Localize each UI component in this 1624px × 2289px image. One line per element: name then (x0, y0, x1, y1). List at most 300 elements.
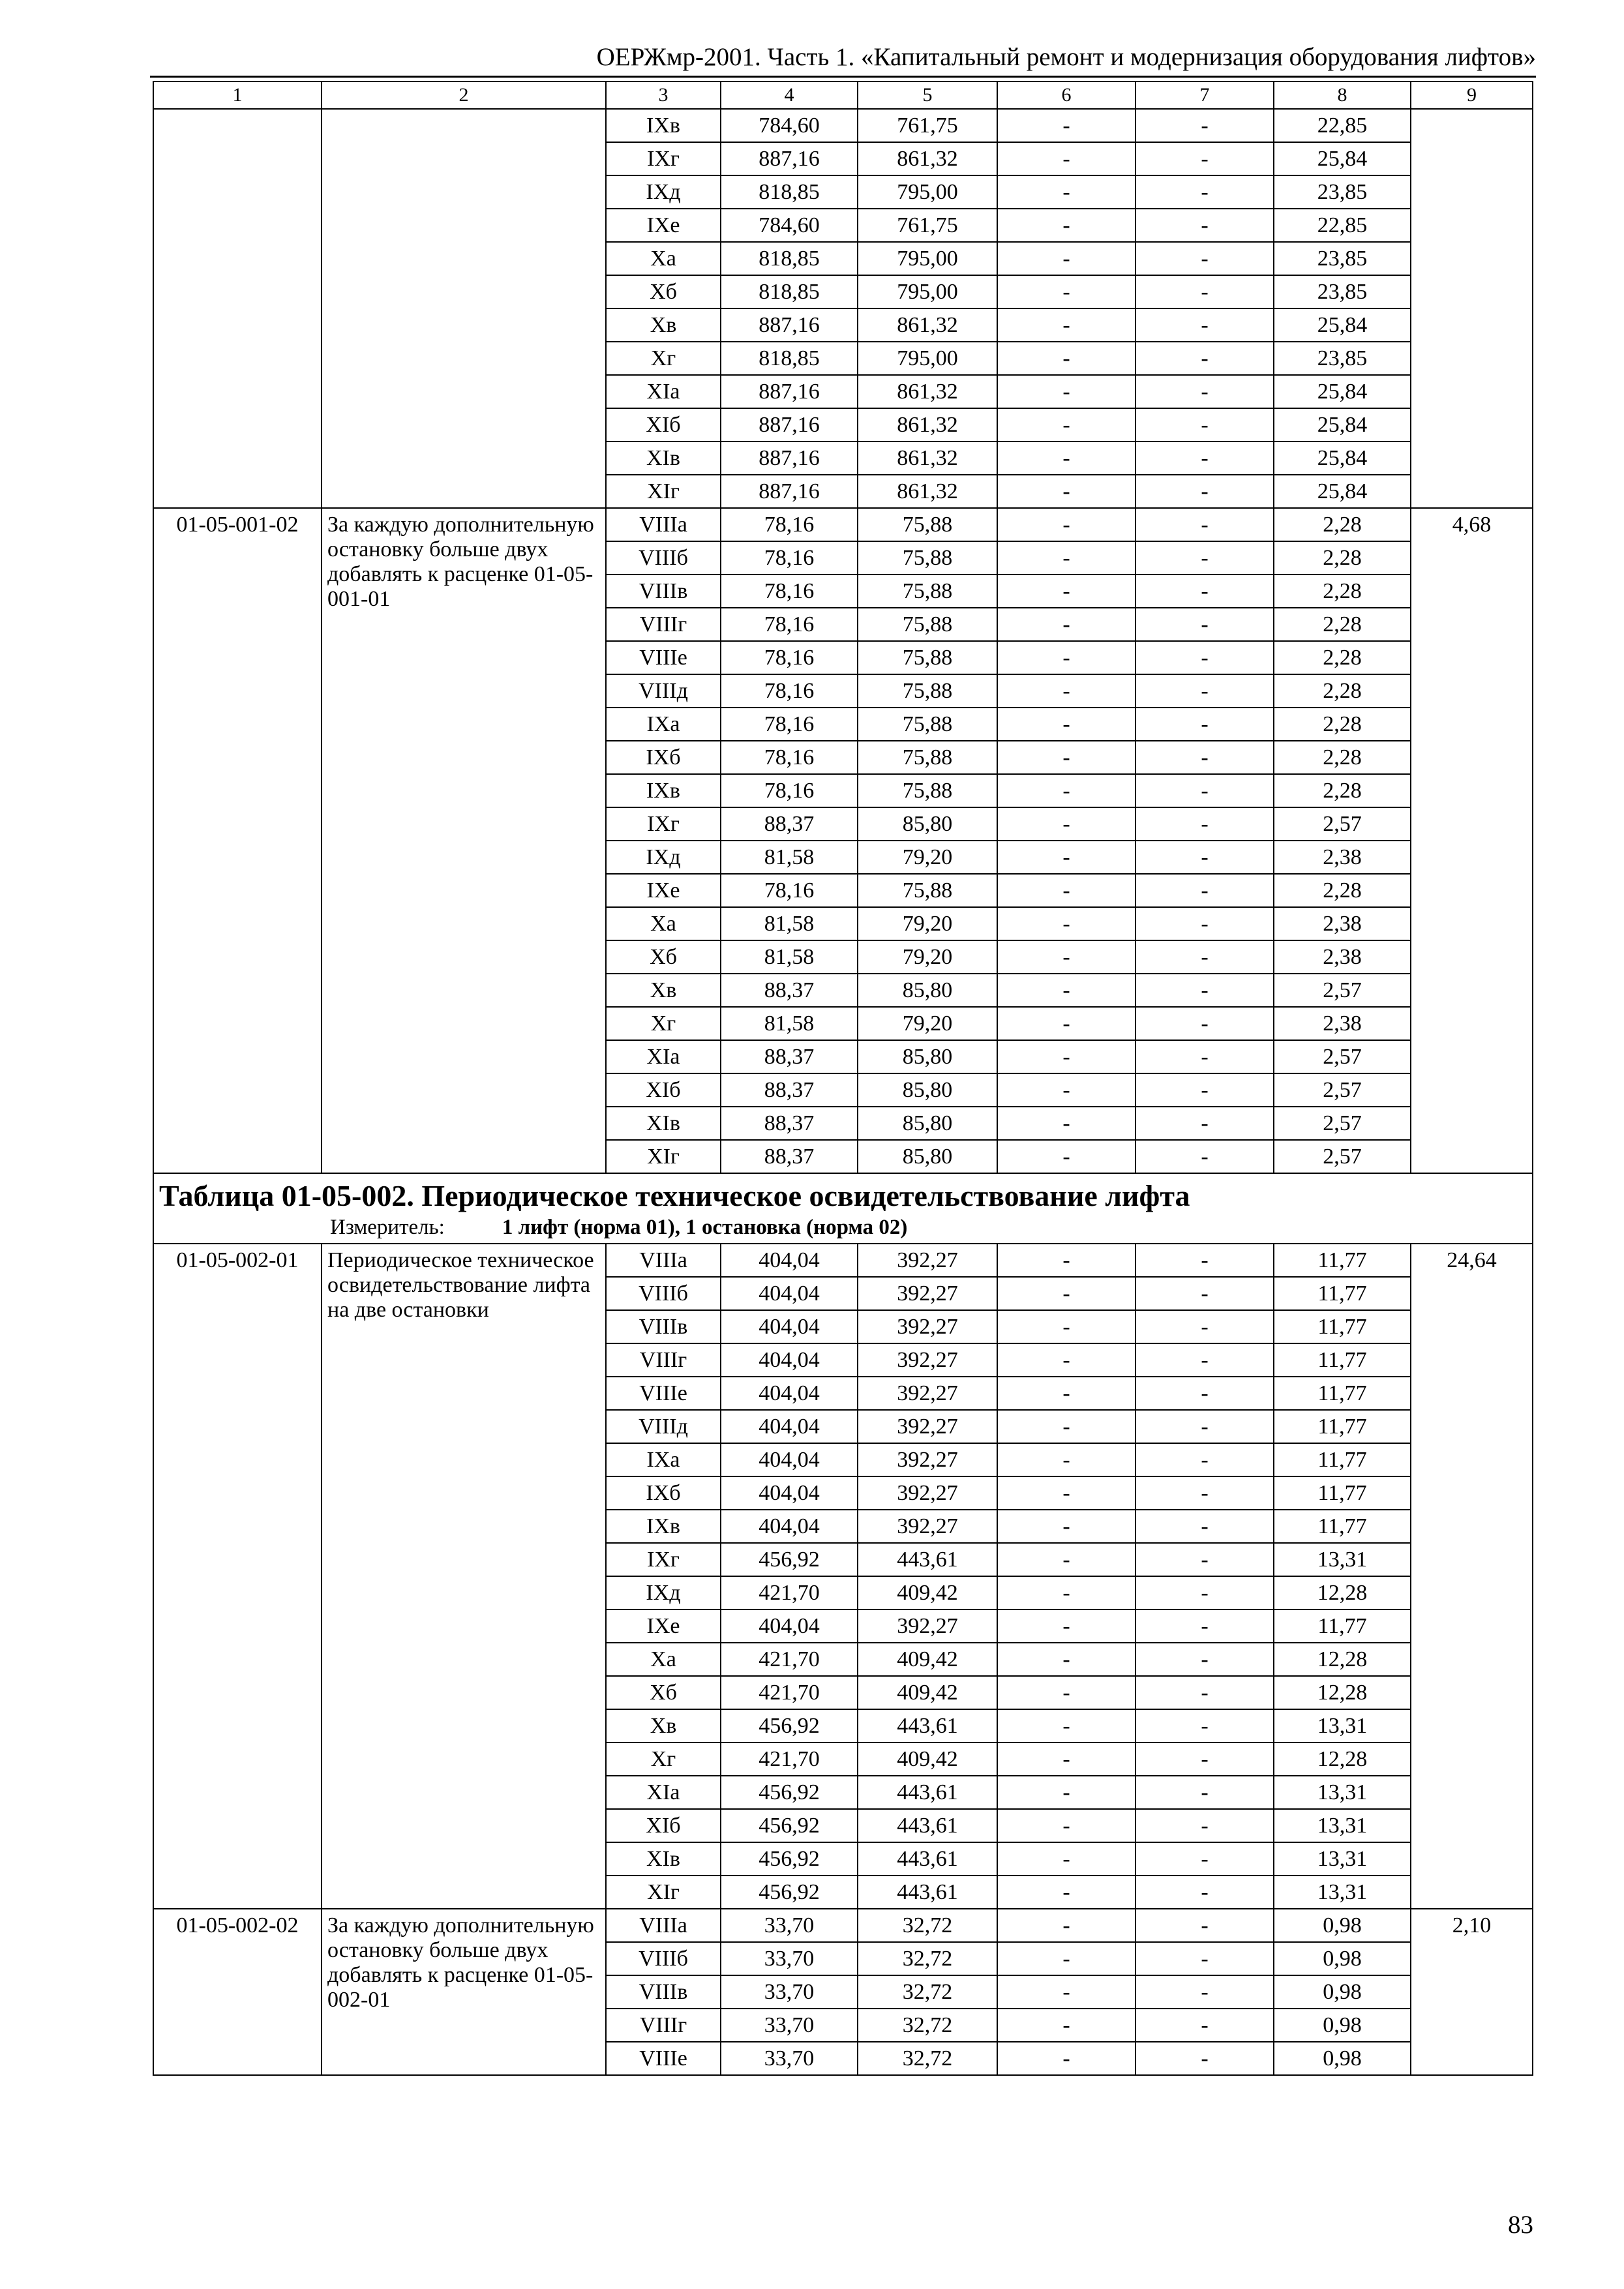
column-number-cell: 6 (997, 82, 1135, 109)
materials-cell: 2,28 (1274, 541, 1411, 575)
machines-cell: - (997, 1543, 1135, 1576)
wages-cell: 32,72 (858, 2042, 997, 2075)
materials-cell: 11,77 (1274, 1510, 1411, 1543)
labor-cost-cell: 24,64 (1411, 1244, 1533, 1909)
machinist-wages-cell: - (1135, 1809, 1274, 1842)
wages-cell: 795,00 (858, 175, 997, 209)
machines-cell: - (997, 1876, 1135, 1909)
running-header: ОЕРЖмр-2001. Часть 1. «Капитальный ремонт и модернизация оборудования лифтов» (596, 43, 1536, 71)
wages-cell: 392,27 (858, 1310, 997, 1343)
category-cell: Xа (606, 1643, 721, 1676)
machinist-wages-cell: - (1135, 1410, 1274, 1443)
category-cell: XIг (606, 1876, 721, 1909)
category-cell: IXб (606, 1476, 721, 1510)
machinist-wages-cell: - (1135, 242, 1274, 275)
wages-cell: 85,80 (858, 1107, 997, 1140)
category-cell: VIIIе (606, 2042, 721, 2075)
total-cost-cell: 404,04 (721, 1476, 858, 1510)
column-number-cell: 5 (858, 82, 997, 109)
materials-cell: 2,28 (1274, 741, 1411, 774)
machines-cell: - (997, 1643, 1135, 1676)
machinist-wages-cell: - (1135, 441, 1274, 475)
category-cell: IXе (606, 874, 721, 907)
materials-cell: 12,28 (1274, 1743, 1411, 1776)
materials-cell: 2,28 (1274, 508, 1411, 541)
wages-cell: 861,32 (858, 475, 997, 508)
machines-cell: - (997, 1576, 1135, 1609)
machines-cell: - (997, 1107, 1135, 1140)
wages-cell: 861,32 (858, 375, 997, 408)
table-title-cell (153, 1173, 1533, 1244)
machinist-wages-cell: - (1135, 807, 1274, 841)
machinist-wages-cell: - (1135, 1140, 1274, 1173)
wages-cell: 861,32 (858, 408, 997, 441)
wages-cell: 409,42 (858, 1576, 997, 1609)
wages-cell: 761,75 (858, 209, 997, 242)
machines-cell: - (997, 2009, 1135, 2042)
total-cost-cell: 88,37 (721, 1107, 858, 1140)
machinist-wages-cell: - (1135, 1277, 1274, 1310)
materials-cell: 13,31 (1274, 1543, 1411, 1576)
total-cost-cell: 81,58 (721, 1007, 858, 1040)
total-cost-cell: 404,04 (721, 1244, 858, 1277)
total-cost-cell: 81,58 (721, 907, 858, 940)
total-cost-cell: 404,04 (721, 1377, 858, 1410)
rate-code-cell: 01-05-001-02 (153, 508, 322, 1173)
machines-cell: - (997, 1709, 1135, 1743)
total-cost-cell: 88,37 (721, 1073, 858, 1107)
wages-cell: 443,61 (858, 1709, 997, 1743)
machines-cell: - (997, 1975, 1135, 2009)
machinist-wages-cell: - (1135, 641, 1274, 674)
materials-cell: 2,28 (1274, 674, 1411, 708)
total-cost-cell: 404,04 (721, 1609, 858, 1643)
wages-cell: 75,88 (858, 575, 997, 608)
wages-cell: 75,88 (858, 674, 997, 708)
rates-table-body (153, 82, 1533, 2075)
total-cost-cell: 81,58 (721, 940, 858, 974)
wages-cell: 392,27 (858, 1377, 997, 1410)
wages-cell: 75,88 (858, 608, 997, 641)
category-cell: IXб (606, 741, 721, 774)
category-cell: VIIIе (606, 1377, 721, 1410)
materials-cell: 22,85 (1274, 209, 1411, 242)
machines-cell: - (997, 142, 1135, 175)
machinist-wages-cell: - (1135, 1510, 1274, 1543)
materials-cell: 13,31 (1274, 1876, 1411, 1909)
total-cost-cell: 784,60 (721, 109, 858, 142)
total-cost-cell: 33,70 (721, 1909, 858, 1942)
machines-cell: - (997, 741, 1135, 774)
machinist-wages-cell: - (1135, 774, 1274, 807)
machines-cell: - (997, 1842, 1135, 1876)
machines-cell: - (997, 308, 1135, 342)
column-number-cell: 9 (1411, 82, 1533, 109)
meter-line (159, 1214, 1527, 1240)
wages-cell: 75,88 (858, 774, 997, 807)
wages-cell: 392,27 (858, 1343, 997, 1377)
wages-cell: 392,27 (858, 1443, 997, 1476)
machines-cell: - (997, 874, 1135, 907)
category-cell: IXв (606, 774, 721, 807)
category-cell: XIг (606, 475, 721, 508)
materials-cell: 13,31 (1274, 1776, 1411, 1809)
total-cost-cell: 421,70 (721, 1676, 858, 1709)
machinist-wages-cell: - (1135, 1007, 1274, 1040)
materials-cell: 11,77 (1274, 1609, 1411, 1643)
materials-cell: 25,84 (1274, 441, 1411, 475)
work-description-cell (322, 109, 606, 508)
wages-cell: 861,32 (858, 142, 997, 175)
page-number: 83 (1508, 2211, 1533, 2239)
wages-cell: 85,80 (858, 1073, 997, 1107)
machinist-wages-cell: - (1135, 1244, 1274, 1277)
wages-cell: 443,61 (858, 1876, 997, 1909)
machinist-wages-cell: - (1135, 375, 1274, 408)
category-cell: Xв (606, 1709, 721, 1743)
total-cost-cell: 421,70 (721, 1576, 858, 1609)
category-cell: IXе (606, 1609, 721, 1643)
materials-cell: 2,38 (1274, 907, 1411, 940)
labor-cost-cell: 4,68 (1411, 508, 1533, 1173)
wages-cell: 32,72 (858, 1909, 997, 1942)
machines-cell: - (997, 175, 1135, 209)
category-cell: XIб (606, 1073, 721, 1107)
materials-cell: 2,28 (1274, 708, 1411, 741)
materials-cell: 2,38 (1274, 1007, 1411, 1040)
wages-cell: 75,88 (858, 541, 997, 575)
machines-cell: - (997, 109, 1135, 142)
wages-cell: 392,27 (858, 1410, 997, 1443)
total-cost-cell: 33,70 (721, 2009, 858, 2042)
materials-cell: 11,77 (1274, 1277, 1411, 1310)
machines-cell: - (997, 375, 1135, 408)
wages-cell: 75,88 (858, 874, 997, 907)
category-cell: Xг (606, 1743, 721, 1776)
materials-cell: 12,28 (1274, 1576, 1411, 1609)
total-cost-cell: 78,16 (721, 575, 858, 608)
wages-cell: 443,61 (858, 1776, 997, 1809)
machinist-wages-cell: - (1135, 1343, 1274, 1377)
machines-cell: - (997, 408, 1135, 441)
materials-cell: 23,85 (1274, 342, 1411, 375)
category-cell: VIIIв (606, 1975, 721, 2009)
machinist-wages-cell: - (1135, 175, 1274, 209)
machines-cell: - (997, 209, 1135, 242)
machines-cell: - (997, 708, 1135, 741)
machinist-wages-cell: - (1135, 608, 1274, 641)
category-cell: IXд (606, 175, 721, 209)
category-cell: IXв (606, 1510, 721, 1543)
machinist-wages-cell: - (1135, 1842, 1274, 1876)
table-title-row (153, 1173, 1533, 1244)
wages-cell: 75,88 (858, 708, 997, 741)
total-cost-cell: 818,85 (721, 342, 858, 375)
machinist-wages-cell: - (1135, 1576, 1274, 1609)
total-cost-cell: 818,85 (721, 175, 858, 209)
wages-cell: 795,00 (858, 242, 997, 275)
machinist-wages-cell: - (1135, 1040, 1274, 1073)
category-cell: Xа (606, 907, 721, 940)
category-cell: XIб (606, 408, 721, 441)
category-cell: VIIIд (606, 1410, 721, 1443)
materials-cell: 2,57 (1274, 1073, 1411, 1107)
rate-code-cell (153, 109, 322, 508)
materials-cell: 11,77 (1274, 1377, 1411, 1410)
machinist-wages-cell: - (1135, 2042, 1274, 2075)
category-cell: VIIIв (606, 1310, 721, 1343)
total-cost-cell: 78,16 (721, 708, 858, 741)
materials-cell: 0,98 (1274, 1942, 1411, 1975)
machines-cell: - (997, 841, 1135, 874)
wages-cell: 32,72 (858, 1975, 997, 2009)
machines-cell: - (997, 1676, 1135, 1709)
machines-cell: - (997, 475, 1135, 508)
wages-cell: 75,88 (858, 508, 997, 541)
materials-cell: 25,84 (1274, 475, 1411, 508)
machines-cell: - (997, 575, 1135, 608)
column-number-cell: 2 (322, 82, 606, 109)
machines-cell: - (997, 1776, 1135, 1809)
materials-cell: 12,28 (1274, 1676, 1411, 1709)
machinist-wages-cell: - (1135, 1942, 1274, 1975)
machinist-wages-cell: - (1135, 1676, 1274, 1709)
wages-cell: 392,27 (858, 1609, 997, 1643)
total-cost-cell: 818,85 (721, 275, 858, 308)
machinist-wages-cell: - (1135, 1377, 1274, 1410)
materials-cell: 2,57 (1274, 1040, 1411, 1073)
category-cell: VIIIе (606, 641, 721, 674)
materials-cell: 22,85 (1274, 109, 1411, 142)
table-row (153, 109, 1533, 142)
category-cell: XIг (606, 1140, 721, 1173)
machinist-wages-cell: - (1135, 308, 1274, 342)
machines-cell: - (997, 1040, 1135, 1073)
total-cost-cell: 404,04 (721, 1277, 858, 1310)
machinist-wages-cell: - (1135, 475, 1274, 508)
wages-cell: 443,61 (858, 1809, 997, 1842)
rates-table (153, 81, 1533, 2076)
wages-cell: 861,32 (858, 441, 997, 475)
column-number-cell: 7 (1135, 82, 1274, 109)
category-cell: VIIIб (606, 541, 721, 575)
machinist-wages-cell: - (1135, 1443, 1274, 1476)
category-cell: XIв (606, 1842, 721, 1876)
materials-cell: 2,38 (1274, 841, 1411, 874)
labor-cost-cell (1411, 109, 1533, 508)
total-cost-cell: 456,92 (721, 1543, 858, 1576)
category-cell: Xв (606, 308, 721, 342)
machines-cell: - (997, 1277, 1135, 1310)
column-number-row (153, 82, 1533, 109)
total-cost-cell: 818,85 (721, 242, 858, 275)
materials-cell: 11,77 (1274, 1476, 1411, 1510)
total-cost-cell: 456,92 (721, 1842, 858, 1876)
total-cost-cell: 404,04 (721, 1410, 858, 1443)
total-cost-cell: 421,70 (721, 1643, 858, 1676)
machines-cell: - (997, 641, 1135, 674)
total-cost-cell: 887,16 (721, 142, 858, 175)
machinist-wages-cell: - (1135, 708, 1274, 741)
total-cost-cell: 887,16 (721, 375, 858, 408)
machinist-wages-cell: - (1135, 741, 1274, 774)
materials-cell: 23,85 (1274, 175, 1411, 209)
total-cost-cell: 78,16 (721, 608, 858, 641)
work-description-cell: Периодическое техническое освидетельствование лифта на две остановки (322, 1244, 606, 1909)
materials-cell: 2,57 (1274, 974, 1411, 1007)
total-cost-cell: 88,37 (721, 974, 858, 1007)
total-cost-cell: 33,70 (721, 2042, 858, 2075)
column-number-cell: 1 (153, 82, 322, 109)
machines-cell: - (997, 1743, 1135, 1776)
machines-cell: - (997, 674, 1135, 708)
wages-cell: 79,20 (858, 907, 997, 940)
total-cost-cell: 78,16 (721, 641, 858, 674)
materials-cell: 0,98 (1274, 1909, 1411, 1942)
category-cell: IXе (606, 209, 721, 242)
meter-value: 1 лифт (норма 01), 1 остановка (норма 02) (502, 1216, 908, 1239)
machinist-wages-cell: - (1135, 1709, 1274, 1743)
category-cell: XIа (606, 375, 721, 408)
category-cell: Xб (606, 940, 721, 974)
total-cost-cell: 887,16 (721, 441, 858, 475)
total-cost-cell: 81,58 (721, 841, 858, 874)
total-cost-cell: 421,70 (721, 1743, 858, 1776)
category-cell: VIIIг (606, 2009, 721, 2042)
machinist-wages-cell: - (1135, 275, 1274, 308)
machinist-wages-cell: - (1135, 1073, 1274, 1107)
work-description-cell: За каждую дополнительную остановку больше двух добавлять к расценке 01-05-001-01 (322, 508, 606, 1173)
category-cell: IXг (606, 807, 721, 841)
category-cell: Xг (606, 1007, 721, 1040)
header-rule (150, 76, 1536, 78)
materials-cell: 2,28 (1274, 608, 1411, 641)
machinist-wages-cell: - (1135, 1543, 1274, 1576)
labor-cost-cell: 2,10 (1411, 1909, 1533, 2075)
total-cost-cell: 33,70 (721, 1942, 858, 1975)
meter-label: Измеритель: (330, 1216, 445, 1239)
total-cost-cell: 887,16 (721, 308, 858, 342)
category-cell: IXа (606, 1443, 721, 1476)
rate-code-cell: 01-05-002-01 (153, 1244, 322, 1909)
machinist-wages-cell: - (1135, 142, 1274, 175)
wages-cell: 85,80 (858, 1140, 997, 1173)
category-cell: IXд (606, 841, 721, 874)
category-cell: Xв (606, 974, 721, 1007)
wages-cell: 75,88 (858, 641, 997, 674)
machinist-wages-cell: - (1135, 841, 1274, 874)
total-cost-cell: 456,92 (721, 1876, 858, 1909)
machines-cell: - (997, 907, 1135, 940)
materials-cell: 2,57 (1274, 807, 1411, 841)
category-cell: XIа (606, 1776, 721, 1809)
machines-cell: - (997, 974, 1135, 1007)
total-cost-cell: 456,92 (721, 1809, 858, 1842)
machines-cell: - (997, 1343, 1135, 1377)
machines-cell: - (997, 1410, 1135, 1443)
materials-cell: 0,98 (1274, 1975, 1411, 2009)
materials-cell: 11,77 (1274, 1410, 1411, 1443)
machines-cell: - (997, 940, 1135, 974)
category-cell: VIIIг (606, 1343, 721, 1377)
total-cost-cell: 78,16 (721, 741, 858, 774)
category-cell: IXг (606, 142, 721, 175)
category-cell: VIIIг (606, 608, 721, 641)
machinist-wages-cell: - (1135, 907, 1274, 940)
total-cost-cell: 887,16 (721, 408, 858, 441)
machinist-wages-cell: - (1135, 1310, 1274, 1343)
category-cell: XIв (606, 1107, 721, 1140)
materials-cell: 2,28 (1274, 575, 1411, 608)
category-cell: XIб (606, 1809, 721, 1842)
machinist-wages-cell: - (1135, 109, 1274, 142)
wages-cell: 795,00 (858, 275, 997, 308)
machinist-wages-cell: - (1135, 874, 1274, 907)
machines-cell: - (997, 1609, 1135, 1643)
machinist-wages-cell: - (1135, 674, 1274, 708)
machines-cell: - (997, 1310, 1135, 1343)
materials-cell: 2,38 (1274, 940, 1411, 974)
wages-cell: 409,42 (858, 1743, 997, 1776)
table-title: Таблица 01-05-002. Периодическое техническое освидетельствование лифта (159, 1179, 1190, 1212)
machines-cell: - (997, 807, 1135, 841)
category-cell: IXд (606, 1576, 721, 1609)
machines-cell: - (997, 541, 1135, 575)
machinist-wages-cell: - (1135, 342, 1274, 375)
total-cost-cell: 404,04 (721, 1443, 858, 1476)
materials-cell: 25,84 (1274, 408, 1411, 441)
machinist-wages-cell: - (1135, 1609, 1274, 1643)
wages-cell: 85,80 (858, 807, 997, 841)
table-row (153, 1909, 1533, 1942)
machines-cell: - (997, 1942, 1135, 1975)
wages-cell: 409,42 (858, 1643, 997, 1676)
total-cost-cell: 456,92 (721, 1709, 858, 1743)
materials-cell: 2,28 (1274, 874, 1411, 907)
machinist-wages-cell: - (1135, 1975, 1274, 2009)
machines-cell: - (997, 1007, 1135, 1040)
rate-code-cell: 01-05-002-02 (153, 1909, 322, 2075)
machines-cell: - (997, 1377, 1135, 1410)
total-cost-cell: 33,70 (721, 1975, 858, 2009)
total-cost-cell: 88,37 (721, 1040, 858, 1073)
category-cell: Xа (606, 242, 721, 275)
materials-cell: 0,98 (1274, 2009, 1411, 2042)
machinist-wages-cell: - (1135, 575, 1274, 608)
materials-cell: 13,31 (1274, 1809, 1411, 1842)
machines-cell: - (997, 508, 1135, 541)
total-cost-cell: 404,04 (721, 1510, 858, 1543)
materials-cell: 25,84 (1274, 308, 1411, 342)
machines-cell: - (997, 1909, 1135, 1942)
machines-cell: - (997, 275, 1135, 308)
wages-cell: 75,88 (858, 741, 997, 774)
materials-cell: 13,31 (1274, 1842, 1411, 1876)
table-row (153, 508, 1533, 541)
machinist-wages-cell: - (1135, 974, 1274, 1007)
materials-cell: 11,77 (1274, 1244, 1411, 1277)
category-cell: VIIIб (606, 1277, 721, 1310)
category-cell: XIа (606, 1040, 721, 1073)
table-row (153, 1244, 1533, 1277)
machinist-wages-cell: - (1135, 1776, 1274, 1809)
machines-cell: - (997, 1244, 1135, 1277)
wages-cell: 392,27 (858, 1510, 997, 1543)
total-cost-cell: 404,04 (721, 1310, 858, 1343)
materials-cell: 11,77 (1274, 1343, 1411, 1377)
wages-cell: 79,20 (858, 841, 997, 874)
category-cell: Xб (606, 275, 721, 308)
